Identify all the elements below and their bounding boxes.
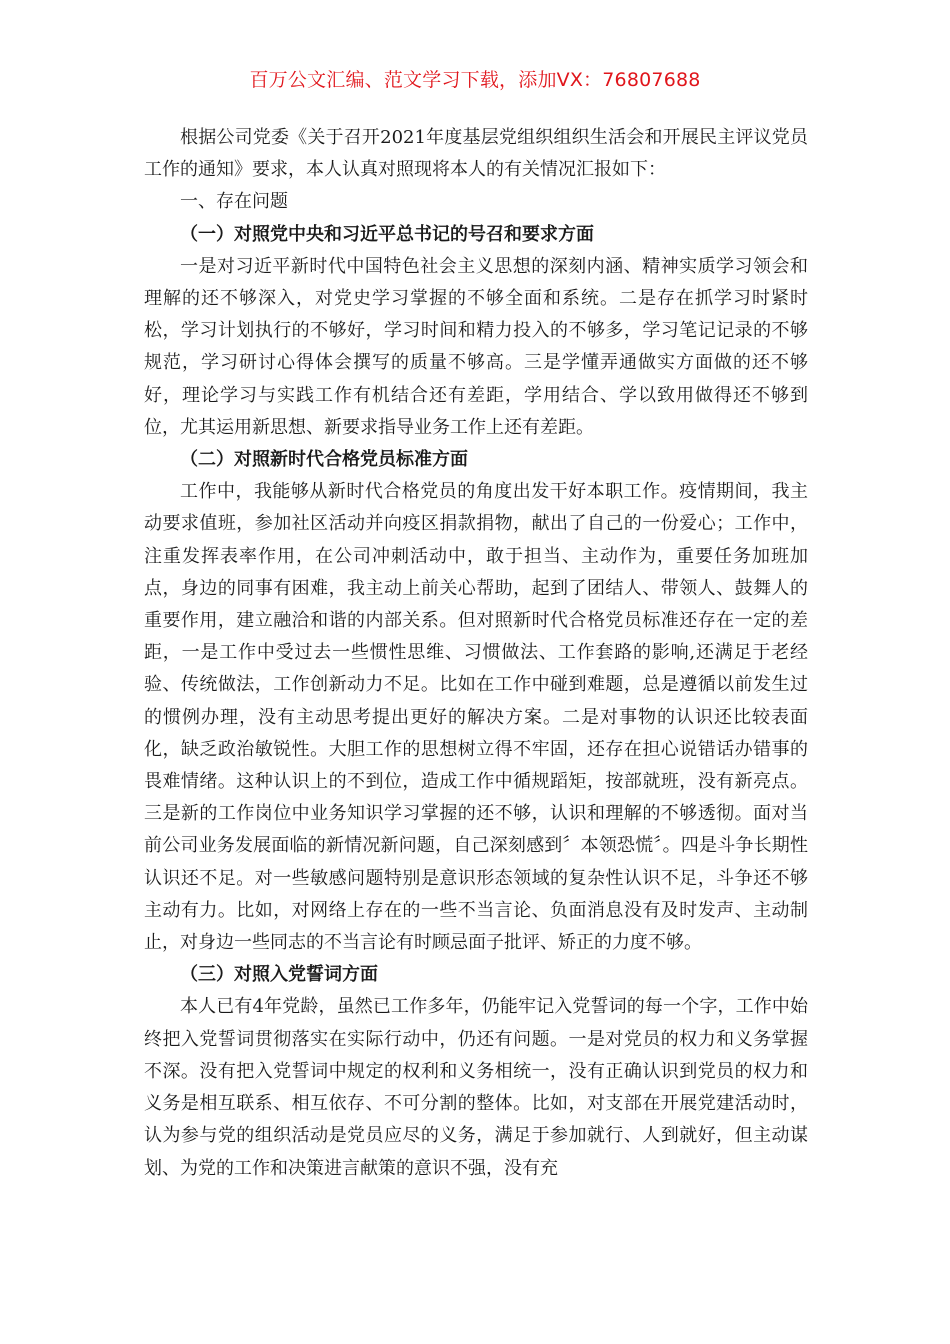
subsection-title-1: （一）对照党中央和习近平总书记的号召和要求方面 xyxy=(180,223,594,245)
document-body xyxy=(144,122,808,1185)
subsection-body-2: 工作中，我能够从新时代合格党员的角度出发干好本职工作。疫情期间，我主动要求值班，参加社区活动并向疫区捐款捐物，献出了自己的一份爱心；工作中，注重发挥表率作用，在公司冲刺活动中，敢于担当、主动作为，重要任务加班加点，身边的同事有困难，我主动上前关心帮助，起到了团结人、带领人、鼓舞人的重要作用，建立融洽和谐的内部关系。但对照新时代合格党员标准还存在一定的差距，一是工作中受过去一些惯性思维、习惯做法、工作套路的影响,还满足于老经验、传统做法，工作创新动力不足。比如在工作中碰到难题，总是遵循以前发生过的惯例办理，没有主动思考提出更好的解决方案。二是对事物的认识还比较表面化，缺乏政治敏锐性。大胆工作的思想树立得不牢固，还存在担心说错话办错事的畏难情绪。这种认识上的不到位，造成工作中循规蹈矩，按部就班，没有新亮点。三是新的工作岗位中业务知识学习掌握的还不够，认识和理解的不够透彻。面对当前公司业务发展面临的新情况新问题，自己深刻感到〞本领恐慌〞。四是斗争长期性认识还不足。对一些敏感问题特别是意识形态领域的复杂性认识不足，斗争还不够主动有力。比如，对网络上存在的一些不当言论、负面消息没有及时发声、主动制止，对身边一些同志的不当言论有时顾忌面子批评、矫正的力度不够。 xyxy=(144,481,808,954)
section-title: 一、存在问题 xyxy=(180,191,288,213)
subsection-body-3: 本人已有4年党龄，虽然已工作多年，仍能牢记入党誓词的每一个字，工作中始终把入党誓词贯彻落实在实际行动中，仍还有问题。一是对党员的权力和义务掌握不深。没有把入党誓词中规定的权利和义务相统一，没有正确认识到党员的权力和义务是相互联系、相互依存、不可分割的整体。比如，对支部在开展党建活动时，认为参与党的组织活动是党员应尽的义务，满足于参加就行、人到就好，但主动谋划、为党的工作和决策进言献策的意识不强，没有充 xyxy=(144,996,808,1179)
subsection-title-3: （三）对照入党誓词方面 xyxy=(180,964,378,986)
subsection-body-1: 一是对习近平新时代中国特色社会主义思想的深刻内涵、精神实质学习领会和理解的还不够深入，对党史学习掌握的不够全面和系统。二是存在抓学习时紧时松，学习计划执行的不够好，学习时间和精力投入的不够多，学习笔记记录的不够规范，学习研讨心得体会撰写的质量不够高。三是学懂弄通做实方面做的还不够好，理论学习与实践工作有机结合还有差距，学用结合、学以致用做得还不够到位，尤其运用新思想、新要求指导业务工作上还有差距。 xyxy=(144,255,808,438)
intro-paragraph: 根据公司党委《关于召开2021年度基层党组织组织生活会和开展民主评议党员工作的通知》要求，本人认真对照现将本人的有关情况汇报如下： xyxy=(144,127,808,181)
subsection-title-2: （二）对照新时代合格党员标准方面 xyxy=(180,449,468,471)
header-banner: 百万公文汇编、范文学习下载，添加VX：76807688 xyxy=(249,69,701,91)
